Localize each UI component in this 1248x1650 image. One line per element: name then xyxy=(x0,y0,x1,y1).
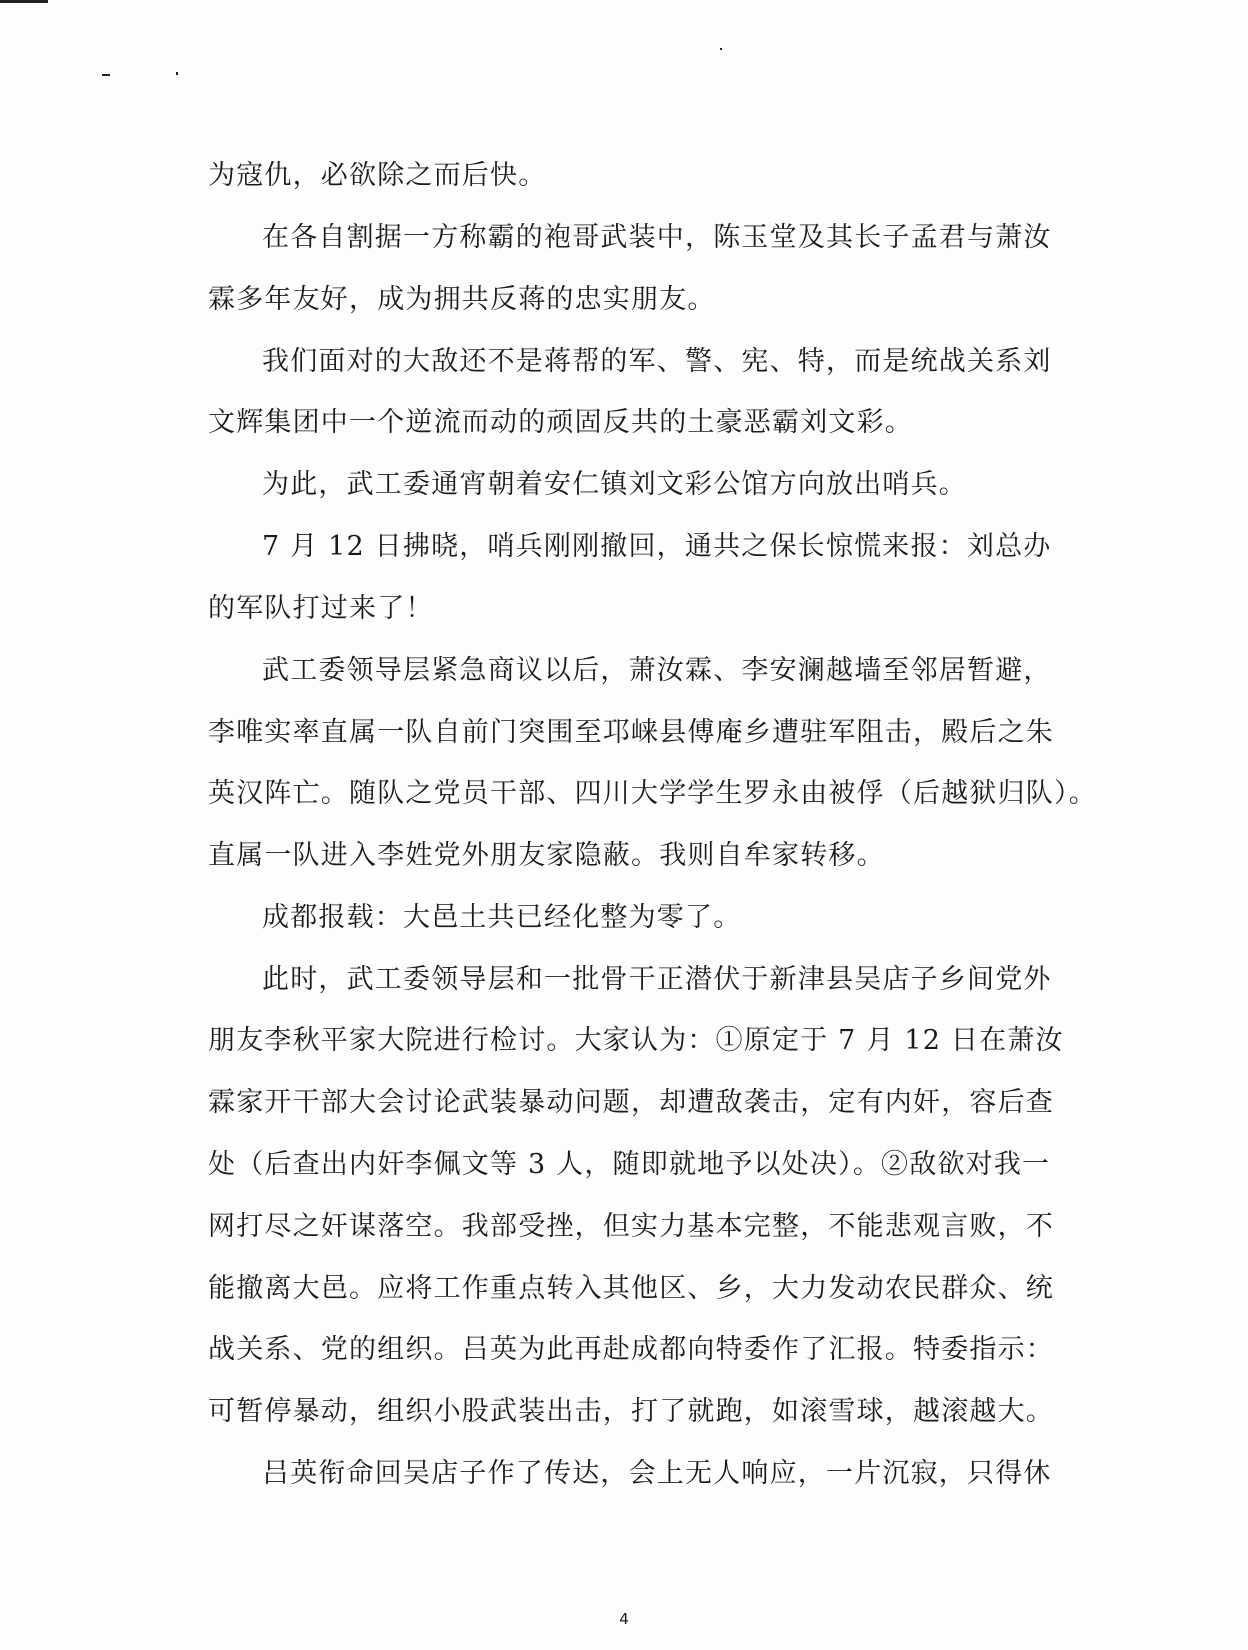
text-line: 网打尽之奸谋落空。我部受挫，但实力基本完整，不能悲观言败，不 xyxy=(208,1211,1054,1242)
paragraph-start-line: 在各自割据一方称霸的袍哥武装中，陈玉堂及其长子孟君与萧汝 xyxy=(262,222,1052,253)
paragraph-start-line: 此时，武工委领导层和一批骨干正潜伏于新津县吴店子乡间党外 xyxy=(262,964,1052,995)
paragraph-start-line: 7 月 12 日拂晓，哨兵刚刚撤回，通共之保长惊慌来报：刘总办 xyxy=(262,531,1052,562)
paragraph-start-line: 武工委领导层紧急商议以后，萧汝霖、李安澜越墙至邻居暂避， xyxy=(262,655,1052,686)
paragraph-start-line: 为此，武工委通宵朝着安仁镇刘文彩公馆方向放出哨兵。 xyxy=(262,469,967,500)
text-line: 英汉阵亡。随队之党员干部、四川大学学生罗永由被俘（后越狱归队）。 xyxy=(208,778,1097,809)
paragraph-start-line: 我们面对的大敌还不是蒋帮的军、警、宪、特，而是统战关系刘 xyxy=(262,346,1052,377)
scan-mark-dot xyxy=(176,72,178,75)
scan-mark-dot xyxy=(720,48,722,50)
text-line: 可暂停暴动，组织小股武装出击，打了就跑，如滚雪球，越滚越大。 xyxy=(208,1396,1054,1427)
scan-mark-top-left xyxy=(0,0,48,3)
scan-mark-dash xyxy=(102,74,110,76)
text-line: 处（后查出内奸李佩文等 3 人，随即就地予以处决）。②敌欲对我一 xyxy=(208,1149,1051,1180)
text-line: 直属一队进入李姓党外朋友家隐蔽。我则自牟家转移。 xyxy=(208,840,885,871)
text-line: 为寇仇，必欲除之而后快。 xyxy=(208,160,547,191)
text-line: 霖家开干部大会讨论武装暴动问题，却遭敌袭击，定有内奸，容后查 xyxy=(208,1087,1054,1118)
text-line: 文辉集团中一个逆流而动的顽固反共的土豪恶霸刘文彩。 xyxy=(208,407,913,438)
page-number: 4 xyxy=(619,1610,629,1628)
text-line: 朋友李秋平家大院进行检讨。大家认为：①原定于 7 月 12 日在萧汝 xyxy=(208,1025,1064,1056)
text-line: 霖多年友好，成为拥共反蒋的忠实朋友。 xyxy=(208,284,716,315)
text-line: 李唯实率直属一队自前门突围至邛崃县傅庵乡遭驻军阻击，殿后之朱 xyxy=(208,717,1054,748)
text-line: 的军队打过来了！ xyxy=(208,593,434,624)
paragraph-start-line: 成都报载：大邑土共已经化整为零了。 xyxy=(262,902,742,933)
text-line: 能撤离大邑。应将工作重点转入其他区、乡，大力发动农民群众、统 xyxy=(208,1273,1054,1304)
text-line: 战关系、党的组织。吕英为此再赴成都向特委作了汇报。特委指示： xyxy=(208,1334,1054,1365)
paragraph-start-line: 吕英衔命回吴店子作了传达，会上无人响应，一片沉寂，只得休 xyxy=(262,1458,1052,1489)
